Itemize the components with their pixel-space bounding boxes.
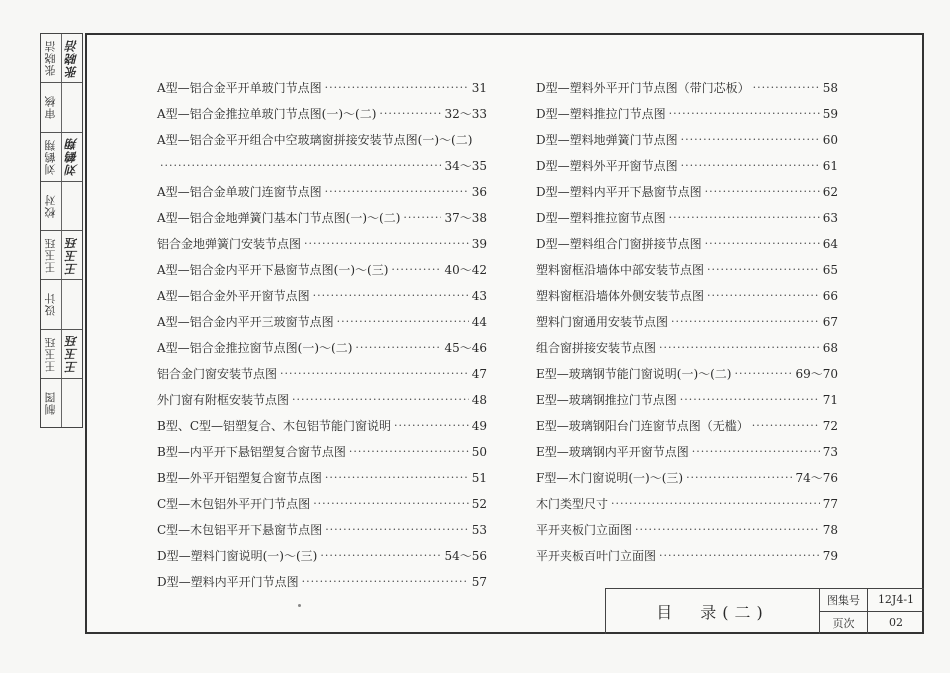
toc-entry xyxy=(536,491,838,517)
toc-entry xyxy=(157,179,487,205)
toc-entry xyxy=(157,309,487,335)
sidebar-cell xyxy=(41,83,82,132)
toc-entry-page: 53 xyxy=(471,523,487,537)
toc-entry-title: B型—内平开下悬铝塑复合窗节点图 xyxy=(157,445,346,459)
toc-entry xyxy=(157,335,487,361)
toc-entry-title: A型—铝合金地弹簧门基本门节点图(一)～(二) xyxy=(157,211,401,225)
toc-leader-dots xyxy=(681,153,820,179)
sidebar-role-label xyxy=(41,330,62,378)
toc-leader-dots xyxy=(355,335,441,361)
sidebar-signature xyxy=(62,133,82,181)
toc-entry-page: 36 xyxy=(471,185,487,199)
toc-entry-title: A型—铝合金单玻门连窗节点图 xyxy=(157,185,322,199)
toc-leader-dots xyxy=(692,439,820,465)
toc-entry-title: E型—玻璃钢内平开窗节点图 xyxy=(536,445,689,459)
toc-entry-title: 组合窗拼接安装节点图 xyxy=(536,341,657,355)
sidebar-signature-text: 刘鹤翔 xyxy=(64,137,79,177)
toc-leader-dots xyxy=(659,543,820,569)
sidebar-role-label xyxy=(41,34,62,82)
toc-leader-dots xyxy=(707,257,820,283)
toc-entry-title: D型—塑料推拉门节点图 xyxy=(536,107,666,121)
toc-leader-dots xyxy=(659,335,820,361)
toc-entry xyxy=(157,231,487,257)
toc-leader-dots xyxy=(313,491,469,517)
toc-entry-title: D型—塑料外平开窗节点图 xyxy=(536,159,678,173)
toc-entry-title: B型—外平开铝塑复合窗节点图 xyxy=(157,471,322,485)
toc-leader-dots xyxy=(669,101,820,127)
toc-entry xyxy=(157,491,487,517)
toc-entry xyxy=(536,465,838,491)
toc-entry xyxy=(157,543,487,569)
sidebar-role-text: 审核 xyxy=(44,95,58,120)
toc-entry-page: 66 xyxy=(822,289,838,303)
sidebar-signature xyxy=(62,182,82,230)
toc-leader-dots xyxy=(391,257,441,283)
sheet-title: 目 录(二) xyxy=(606,589,820,634)
toc-entry-page: 45～46 xyxy=(444,341,487,355)
sidebar-role-text: 王玉珏 xyxy=(44,335,58,372)
toc-entry xyxy=(157,569,487,595)
toc-entry xyxy=(157,361,487,387)
toc-entry xyxy=(157,465,487,491)
toc-entry-page: 58 xyxy=(822,81,838,95)
atlas-number-value: 12J4-1 xyxy=(868,589,924,612)
toc-leader-dots xyxy=(349,439,469,465)
toc-entry xyxy=(536,257,838,283)
toc-entry xyxy=(536,179,838,205)
toc-entry xyxy=(157,439,487,465)
toc-entry xyxy=(536,543,838,569)
drawing-sheet xyxy=(85,33,924,634)
toc-entry-page: 60 xyxy=(822,133,838,147)
title-block-grid xyxy=(820,589,924,634)
toc-entry-page: 79 xyxy=(822,549,838,563)
toc-entry-page: 61 xyxy=(822,159,838,173)
toc-entry-page: 74～76 xyxy=(795,471,838,485)
page-number-value: 02 xyxy=(889,616,903,630)
toc-leader-dots xyxy=(403,205,441,231)
toc-entry-title: 外门窗有附框安装节点图 xyxy=(157,393,290,407)
toc-leader-dots xyxy=(325,517,469,543)
toc-entry-page: 62 xyxy=(822,185,838,199)
toc-entry-page: 31 xyxy=(471,81,487,95)
toc-entry xyxy=(157,101,487,127)
toc-entry-page: 57 xyxy=(471,575,487,589)
toc-leader-dots xyxy=(753,75,820,101)
sidebar-signature xyxy=(62,330,82,378)
toc-entry-title: A型—铝合金平开组合中空玻璃窗拼接安装节点图(一)～(二) xyxy=(157,133,473,147)
sidebar-role-label xyxy=(41,133,62,181)
atlas-number-label: 图集号 xyxy=(820,589,868,612)
toc-entry-page: 78 xyxy=(822,523,838,537)
toc-entry-title: 铝合金地弹簧门安装节点图 xyxy=(157,237,302,251)
title-block xyxy=(605,588,924,634)
toc-entry-page: 48 xyxy=(471,393,487,407)
toc-leader-dots xyxy=(705,231,820,257)
toc-entry xyxy=(536,335,838,361)
sidebar-signature xyxy=(62,83,82,131)
toc-leader-dots xyxy=(160,153,441,179)
toc-entry xyxy=(157,257,487,283)
toc-entry-title: 平开夹板百叶门立面图 xyxy=(536,549,657,563)
signature-sidebar xyxy=(40,33,83,428)
sidebar-signature xyxy=(62,280,82,328)
toc-entry-title: D型—塑料门窗说明(一)～(三) xyxy=(157,549,318,563)
toc-leader-dots xyxy=(379,101,441,127)
sidebar-role-label xyxy=(41,83,62,131)
toc-leader-dots xyxy=(752,413,820,439)
sidebar-signature-text: 王玉珏 xyxy=(64,334,79,374)
toc-entry-page: 39 xyxy=(471,237,487,251)
toc-leader-dots xyxy=(280,361,469,387)
toc-entry xyxy=(157,517,487,543)
toc-leader-dots xyxy=(394,413,469,439)
toc-entry-page: 72 xyxy=(822,419,838,433)
toc-entry xyxy=(157,205,487,231)
toc-entry xyxy=(157,75,487,101)
toc-entry-page: 47 xyxy=(471,367,487,381)
toc-leader-dots xyxy=(611,491,820,517)
toc-leader-dots xyxy=(302,569,469,595)
toc-leader-dots xyxy=(320,543,441,569)
toc-entry-page: 37～38 xyxy=(444,211,487,225)
sidebar-role-text: 设计 xyxy=(44,292,58,317)
toc-leader-dots xyxy=(325,465,469,491)
toc-entry-title: A型—铝合金推拉单玻门节点图(一)～(二) xyxy=(157,107,377,121)
toc-entry xyxy=(536,127,838,153)
toc-entry xyxy=(536,205,838,231)
toc-leader-dots xyxy=(337,309,469,335)
toc-entry-title: 铝合金门窗安装节点图 xyxy=(157,367,278,381)
toc-leader-dots xyxy=(671,309,820,335)
sidebar-role-text: 张晓洁 xyxy=(44,40,58,77)
toc-entry-title: B型、C型—铝塑复合、木包铝节能门窗说明 xyxy=(157,419,392,433)
toc-entry-title: E型—玻璃钢推拉门节点图 xyxy=(536,393,677,407)
toc-entry xyxy=(536,153,838,179)
sidebar-role-label xyxy=(41,280,62,328)
toc-entry-title: A型—铝合金推拉窗节点图(一)～(二) xyxy=(157,341,353,355)
sidebar-cell xyxy=(41,330,82,379)
toc-entry-title: C型—木包铝平开下悬窗节点图 xyxy=(157,523,323,537)
page-number-label: 页次 xyxy=(820,612,868,635)
toc-leader-dots xyxy=(325,179,469,205)
toc-entry-title: F型—木门窗说明(一)～(三) xyxy=(536,471,684,485)
sidebar-role-label xyxy=(41,182,62,230)
toc-leader-dots xyxy=(707,283,820,309)
sidebar-cell xyxy=(41,34,82,83)
toc-entry-page: 34～35 xyxy=(444,159,487,173)
toc-entry-page: 63 xyxy=(822,211,838,225)
stray-dot xyxy=(298,604,301,607)
toc-entry-page: 67 xyxy=(822,315,838,329)
toc-entry-page: 59 xyxy=(822,107,838,121)
sidebar-cell xyxy=(41,280,82,329)
toc-entry-page: 40～42 xyxy=(444,263,487,277)
toc-entry-page: 51 xyxy=(471,471,487,485)
toc-leader-dots xyxy=(635,517,820,543)
toc-leader-dots xyxy=(735,361,793,387)
toc-entry xyxy=(157,127,487,179)
toc-entry xyxy=(536,101,838,127)
toc-entry-page: 77 xyxy=(822,497,838,511)
sidebar-signature-text: 王玉珏 xyxy=(64,235,79,275)
toc-leader-dots xyxy=(680,387,820,413)
sidebar-role-text: 制图 xyxy=(44,390,58,415)
toc-entry-title: D型—塑料组合门窗拼接节点图 xyxy=(536,237,702,251)
toc-entry-title: D型—塑料内平开下悬窗节点图 xyxy=(536,185,702,199)
toc-entry-title: E型—玻璃钢节能门窗说明(一)～(二) xyxy=(536,367,732,381)
sidebar-cell xyxy=(41,182,82,231)
toc-entry-title: 塑料窗框沿墙体中部安装节点图 xyxy=(536,263,705,277)
toc-entry-title: A型—铝合金外平开窗节点图 xyxy=(157,289,310,303)
toc-entry-title: 塑料窗框沿墙体外侧安装节点图 xyxy=(536,289,705,303)
sidebar-role-text: 刘鹤翔 xyxy=(44,138,58,175)
sidebar-cell xyxy=(41,231,82,280)
toc-entry-title: D型—塑料外平开门节点图（带门芯板） xyxy=(536,81,750,95)
toc-right-column xyxy=(536,75,838,569)
toc-entry-title: D型—塑料推拉窗节点图 xyxy=(536,211,666,225)
toc-entry xyxy=(157,283,487,309)
sidebar-role-label xyxy=(41,379,62,427)
toc-left-column xyxy=(157,75,487,595)
sidebar-signature xyxy=(62,379,82,427)
toc-entry xyxy=(157,413,487,439)
toc-entry-page: 44 xyxy=(471,315,487,329)
toc-leader-dots xyxy=(313,283,469,309)
toc-entry-title: 平开夹板门立面图 xyxy=(536,523,633,537)
toc-entry-page: 64 xyxy=(822,237,838,251)
toc-entry-page: 54～56 xyxy=(444,549,487,563)
toc-entry-title: D型—塑料内平开门节点图 xyxy=(157,575,299,589)
toc-entry-page: 49 xyxy=(471,419,487,433)
toc-leader-dots xyxy=(669,205,820,231)
toc-entry-title: A型—铝合金内平开下悬窗节点图(一)～(三) xyxy=(157,263,389,277)
toc-entry-page: 52 xyxy=(471,497,487,511)
toc-leader-dots xyxy=(686,465,792,491)
toc-leader-dots xyxy=(304,231,469,257)
sidebar-role-text: 王玉珏 xyxy=(44,237,58,274)
toc-entry xyxy=(536,439,838,465)
toc-entry xyxy=(536,231,838,257)
toc-entry-title: D型—塑料地弹簧门节点图 xyxy=(536,133,678,147)
toc-entry xyxy=(536,387,838,413)
toc-entry-page: 50 xyxy=(471,445,487,459)
toc-entry-page: 69～70 xyxy=(795,367,838,381)
sidebar-signature xyxy=(62,34,82,82)
toc-leader-dots xyxy=(705,179,820,205)
sidebar-signature xyxy=(62,231,82,279)
toc-entry-title: A型—铝合金平开单玻门节点图 xyxy=(157,81,322,95)
toc-entry-title: 木门类型尺寸 xyxy=(536,497,609,511)
toc-entry-page: 73 xyxy=(822,445,838,459)
toc-entry xyxy=(536,75,838,101)
sidebar-signature-text: 张晓洁 xyxy=(64,38,79,78)
toc-entry xyxy=(536,361,838,387)
toc-entry-title: 塑料门窗通用安装节点图 xyxy=(536,315,669,329)
sidebar-role-text: 校对 xyxy=(44,193,58,218)
toc-leader-dots xyxy=(325,75,469,101)
toc-entry-page: 68 xyxy=(822,341,838,355)
toc-entry xyxy=(536,283,838,309)
toc-leader-dots xyxy=(681,127,820,153)
toc-entry-page: 65 xyxy=(822,263,838,277)
sidebar-cell xyxy=(41,133,82,182)
toc-leader-dots xyxy=(292,387,469,413)
toc-entry-page: 71 xyxy=(822,393,838,407)
sidebar-role-label xyxy=(41,231,62,279)
toc-entry-title: C型—木包铝外平开门节点图 xyxy=(157,497,311,511)
toc-entry xyxy=(157,387,487,413)
toc-entry-page: 32～33 xyxy=(444,107,487,121)
toc-entry-title: E型—玻璃钢阳台门连窗节点图（无槛） xyxy=(536,419,749,433)
toc-entry-page: 43 xyxy=(471,289,487,303)
toc-entry xyxy=(536,413,838,439)
toc-entry xyxy=(536,309,838,335)
toc-entry xyxy=(536,517,838,543)
sidebar-cell xyxy=(41,379,82,427)
toc-entry-title: A型—铝合金内平开三玻窗节点图 xyxy=(157,315,334,329)
